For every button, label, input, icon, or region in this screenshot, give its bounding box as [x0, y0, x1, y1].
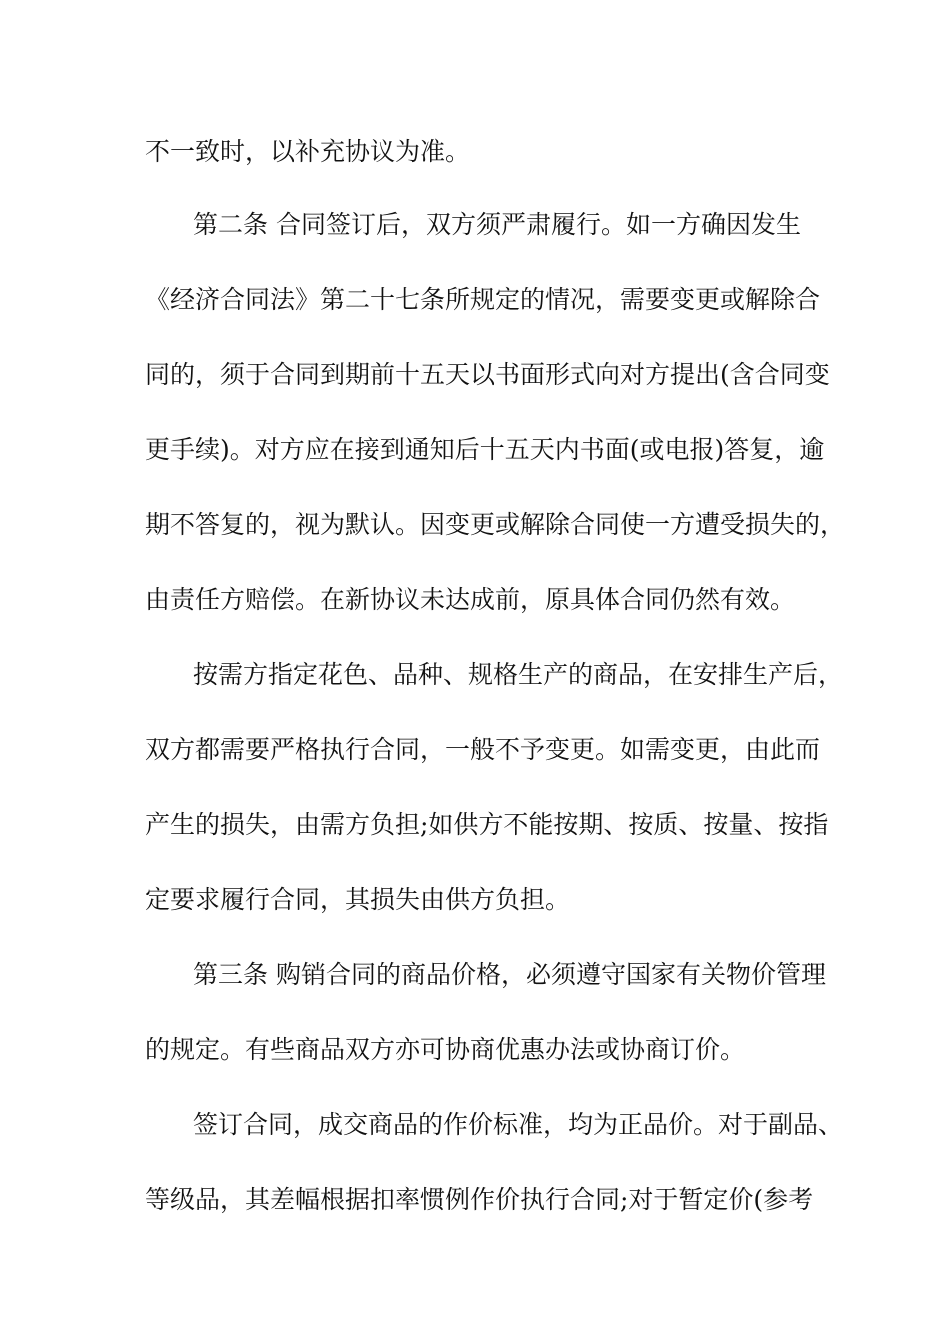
text-line: 不一致时，以补充协议为准。 [145, 137, 471, 166]
text-line: 等级品，其差幅根据扣率惯例作价执行合同;对于暂定价(参考 [145, 1185, 814, 1214]
text-line: 双方都需要严格执行合同，一般不予变更。如需变更，由此而 [145, 735, 821, 764]
text-line: 同的，须于合同到期前十五天以书面形式向对方提出(含合同变 [145, 360, 830, 389]
text-line: 由责任方赔偿。在新协议未达成前，原具体合同仍然有效。 [145, 585, 796, 614]
text-line: 的规定。有些商品双方亦可协商优惠办法或协商订价。 [145, 1035, 746, 1064]
text-line: 期不答复的，视为默认。因变更或解除合同使一方遭受损失的， [145, 510, 846, 539]
text-line: 产生的损失，由需方负担;如供方不能按期、按质、按量、按指 [145, 810, 829, 839]
text-line: 定要求履行合同，其损失由供方负担。 [145, 885, 571, 914]
text-line-paragraph-start: 按需方指定花色、品种、规格生产的商品，在安排生产后， [193, 660, 844, 689]
text-line-article-2: 第二条 合同签订后，双方须严肃履行。如一方确因发生 [193, 210, 801, 239]
text-line: 更手续)。对方应在接到通知后十五天内书面(或电报)答复，逾 [145, 435, 825, 464]
text-line-paragraph-start: 签订合同，成交商品的作价标准，均为正品价。对于副品、 [193, 1110, 844, 1139]
text-line: 《经济合同法》第二十七条所规定的情况，需要变更或解除合 [145, 285, 821, 314]
text-line-article-3: 第三条 购销合同的商品价格，必须遵守国家有关物价管理 [193, 960, 826, 989]
